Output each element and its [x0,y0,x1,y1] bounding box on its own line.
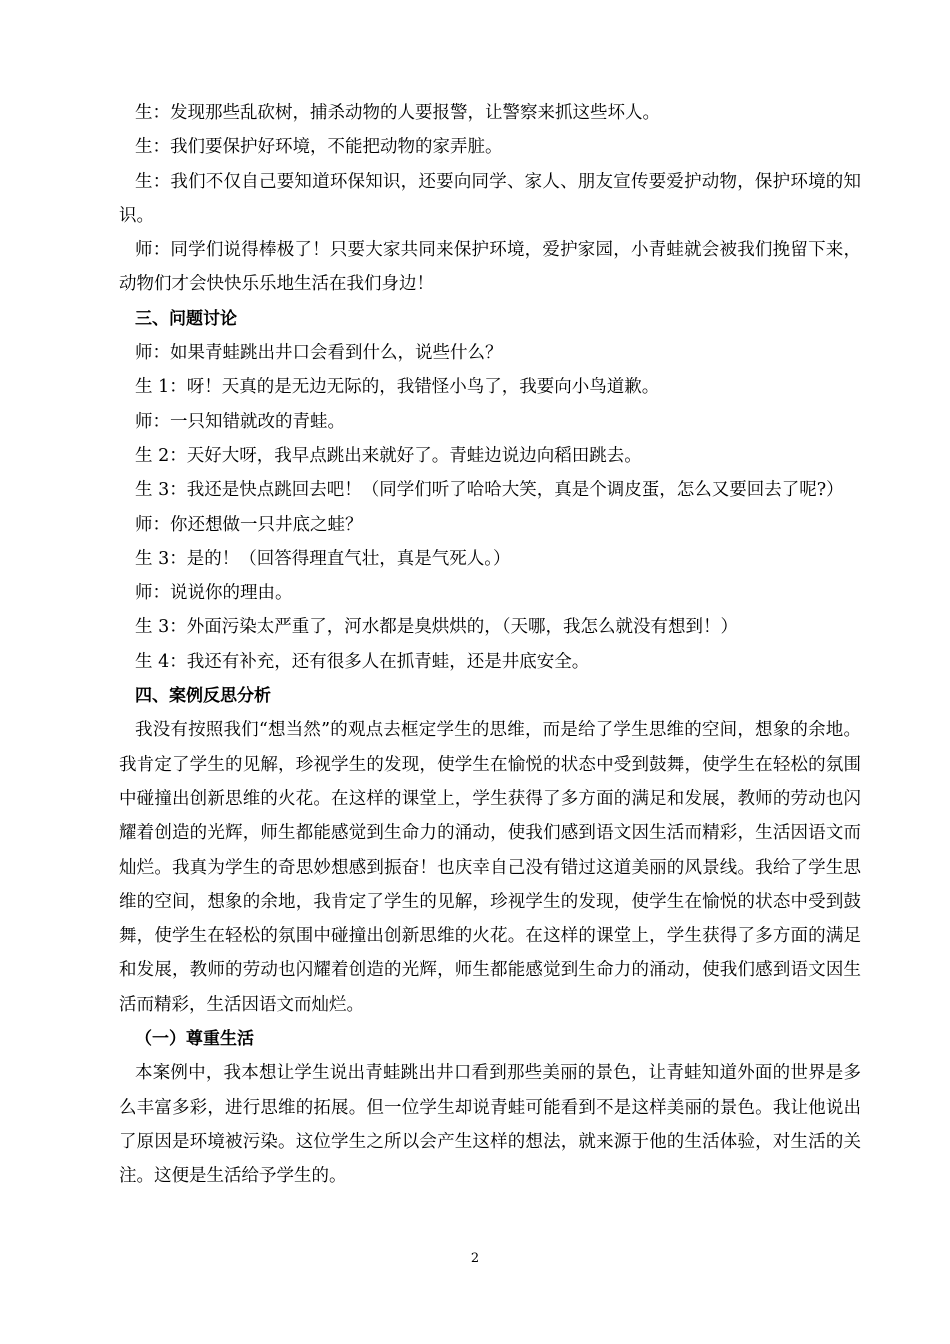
dialogue-line: 生：我们要保护好环境，不能把动物的家弄脏。 [135,137,503,158]
body-paragraph: 我没有按照我们“想当然”的观点去框定学生的思维，而是给了学生思维的空间，想象的余地。我肯定了学生的见解，珍视学生的发现，使学生在愉悦的状态中受到鼓舞，使学生在轻松的氛围中碰撞出创新思维的火花。在这样的课堂上，学生获得了多方面的满足和发展，教师的劳动也闪耀着创造的光辉，师生都能感觉到生命力的涌动，使我们感到语文因生活而精彩，生活因语文而灿烂。我真为学生的奇思妙想感到振奋！也庆幸自己没有错过这道美丽的风景线。我给了学生思维的空间，想象的余地，我肯定了学生的见解，珍视学生的发现，使学生在愉悦的状态中受到鼓舞，使学生在轻松的氛围中碰撞出创新思维的火花。在这样的课堂上，学生获得了多方面的满足和发展，教师的劳动也闪耀着创造的光辉，师生都能感觉到生命力的涌动，使我们感到语文因生活而精彩，生活因语文而灿烂。 [119,720,861,1015]
section-heading: 三、问题讨论 [135,308,237,329]
dialogue-line: 生 4：我还有补充，还有很多人在抓青蛙，还是井底安全。 [135,651,590,672]
dialogue-line: 师：你还想做一只井底之蛙？ [135,514,363,535]
dialogue-line: 师：说说你的理由。 [135,583,293,604]
section-heading: （一）尊重生活 [135,1029,254,1050]
page-number: 2 [470,1251,480,1266]
body-paragraph: 师：同学们说得棒极了！只要大家共同来保护环境，爱护家园，小青蛙就会被我们挽留下来，动物们才会快快乐乐地生活在我们身边！ [119,240,861,295]
section-heading: 四、案例反思分析 [135,686,271,707]
dialogue-line: 生 3：是的！（回答得理直气壮，真是气死人。） [135,548,511,569]
body-paragraph: 生：我们不仅自己要知道环保知识，还要向同学、家人、朋友宣传要爱护动物，保护环境的知识。 [119,171,861,226]
dialogue-line: 师：一只知错就改的青蛙。 [135,411,345,432]
dialogue-line: 生 1：呀！天真的是无边无际的，我错怪小鸟了，我要向小鸟道歉。 [135,377,660,398]
dialogue-line: 生：发现那些乱砍树，捕杀动物的人要报警，让警察来抓这些坏人。 [135,103,660,123]
dialogue-line: 师：如果青蛙跳出井口会看到什么，说些什么？ [135,343,503,364]
document-body [119,96,861,1194]
body-paragraph: 本案例中，我本想让学生说出青蛙跳出井口看到那些美丽的景色，让青蛙知道外面的世界是多么丰富多彩，进行思维的拓展。但一位学生却说青蛙可能看到不是这样美丽的景色。我让他说出了原因是环境被污染。这位学生之所以会产生这样的想法，就来源于他的生活体验，对生活的关注。这便是生活给予学生的。 [119,1063,861,1187]
dialogue-line: 生 3：外面污染太严重了，河水都是臭烘烘的，（天哪，我怎么就没有想到！） [135,617,738,638]
dialogue-line: 生 2：天好大呀，我早点跳出来就好了。青蛙边说边向稻田跳去。 [135,445,642,466]
dialogue-line: 生 3：我还是快点跳回去吧！（同学们听了哈哈大笑，真是个调皮蛋，怎么又要回去了呢?） [135,480,844,501]
